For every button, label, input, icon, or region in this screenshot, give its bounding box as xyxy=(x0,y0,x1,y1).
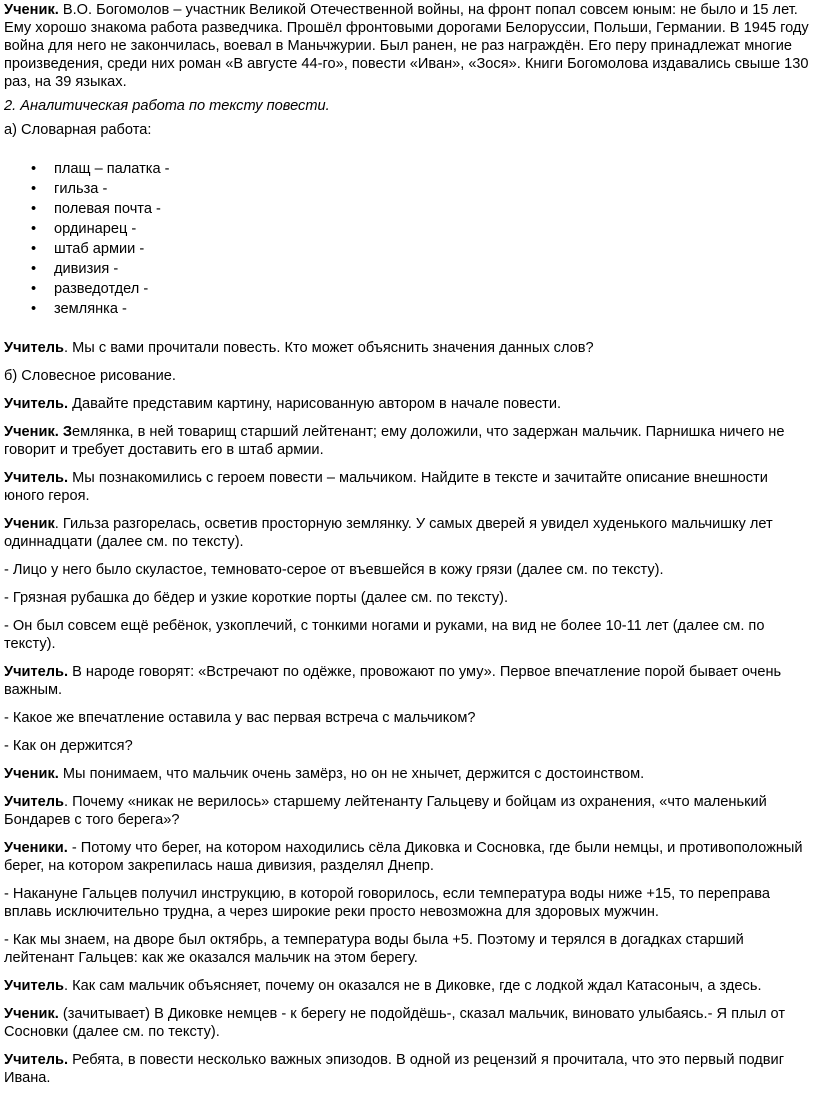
paragraph-text: б) Словесное рисование. xyxy=(4,368,176,384)
vocab-list xyxy=(4,159,812,319)
dialogue-paragraph xyxy=(4,423,812,459)
paragraph-text: - Накануне Гальцев получил инструкцию, в которой говорилось, если температура воды ниже +15, то переправа вплавь исключительно трудна, а через широкие реки просто невозможна для здоровых мужчин. xyxy=(4,886,771,920)
paragraph-text: - Он был совсем ещё ребёнок, узкоплечий, с тонкими ногами и руками, на вид не более 10-11 лет (далее см. по тексту). xyxy=(4,618,765,652)
paragraph-text: Мы познакомились с героем повести – мальчиком. Найдите в тексте и зачитайте описание внешности юного героя. xyxy=(4,470,768,504)
section-heading: 2. Аналитическая работа по тексту повести. xyxy=(4,98,330,114)
dialogue-paragraph xyxy=(4,515,812,551)
vocab-item xyxy=(4,219,812,239)
intro-paragraph xyxy=(4,1,812,91)
vocab-item-text: землянка - xyxy=(54,301,127,317)
paragraph-text: - Как мы знаем, на дворе был октябрь, а температура воды была +5. Поэтому и терялся в догадках старший лейтенант Гальцев: как же оказался мальчик на этом берегу. xyxy=(4,932,744,966)
dialogue xyxy=(4,339,812,1087)
paragraph-text: В.О. Богомолов – участник Великой Отечественной войны, на фронт попал совсем юным: не было и 15 лет. Ему хорошо знакома работа разведчика. Прошёл фронтовыми дорогами Белоруссии, Польши, Германии. В 1945 году война для него не закончилась, воевал в Маньчжурии. Был ранен, не раз награждён. Его перу принадлежат многие произведения, среди них роман «В августе 44-го», повести «Иван», «Зося». Книги Богомолова издавались свыше 130 раз, на 39 языках. xyxy=(4,2,809,90)
paragraph-text: . Гильза разгорелась, осветив просторную землянку. У самых дверей я увидел худенького мальчишку лет одиннадцати (далее см. по тексту). xyxy=(4,516,773,550)
bullet-icon: • xyxy=(31,161,37,177)
paragraph-text: емлянка, в ней товарищ старший лейтенант; ему доложили, что задержан мальчик. Парнишка ничего не говорит и требует доставить его в штаб армии. xyxy=(4,424,785,458)
speaker-label: Учитель. xyxy=(4,470,69,486)
paragraph-text: - Грязная рубашка до бёдер и узкие короткие порты (далее см. по тексту). xyxy=(4,590,509,606)
paragraph-text: . Как сам мальчик объясняет, почему он оказался не в Диковке, где с лодкой ждал Катасоныч, а здесь. xyxy=(64,978,762,994)
speaker-label: Ученик. З xyxy=(4,424,73,440)
paragraph-text: Мы понимаем, что мальчик очень замёрз, но он не хнычет, держится с достоинством. xyxy=(58,766,645,782)
paragraph-text: В народе говорят: «Встречают по одёжке, провожают по уму». Первое впечатление порой бывает очень важным. xyxy=(4,664,782,698)
bullet-icon: • xyxy=(31,201,37,217)
bullet-icon: • xyxy=(31,281,37,297)
paragraph-text: . Почему «никак не верилось» старшему лейтенанту Гальцеву и бойцам из охранения, «что маленький Бондарев с того берега»? xyxy=(4,794,767,828)
speaker-label: Учитель xyxy=(4,978,65,994)
speaker-label: Учитель xyxy=(4,794,65,810)
dialogue-paragraph xyxy=(4,469,812,505)
vocab-item-text: гильза - xyxy=(54,181,108,197)
dialogue-paragraph xyxy=(4,395,812,413)
speaker-label: Учитель. xyxy=(4,664,69,680)
dialogue-paragraph xyxy=(4,931,812,967)
vocab-item-text: разведотдел - xyxy=(54,281,149,297)
vocab-item-text: ординарец - xyxy=(54,221,137,237)
speaker-label: Ученик xyxy=(4,516,55,532)
paragraph-text: - Какое же впечатление оставила у вас первая встреча с мальчиком? xyxy=(4,710,476,726)
speaker-label: Ученик. xyxy=(4,2,59,18)
dialogue-paragraph xyxy=(4,839,812,875)
paragraph-text: - Лицо у него было скуластое, темновато-серое от въевшейся в кожу грязи (далее см. по тексту). xyxy=(4,562,664,578)
dialogue-paragraph xyxy=(4,339,812,357)
dialogue-paragraph xyxy=(4,589,812,607)
vocab-item xyxy=(4,179,812,199)
dialogue-paragraph xyxy=(4,1005,812,1041)
paragraph-text: . Мы с вами прочитали повесть. Кто может объяснить значения данных слов? xyxy=(64,340,594,356)
dialogue-paragraph xyxy=(4,709,812,727)
dialogue-paragraph xyxy=(4,1051,812,1087)
bullet-icon: • xyxy=(31,261,37,277)
dialogue-paragraph xyxy=(4,663,812,699)
vocab-item-text: дивизия - xyxy=(54,261,119,277)
dialogue-paragraph xyxy=(4,561,812,579)
speaker-label: Ученик. xyxy=(4,1006,59,1022)
dialogue-paragraph xyxy=(4,793,812,829)
paragraph-text: Ребята, в повести несколько важных эпизодов. В одной из рецензий я прочитала, что это первый подвиг Ивана. xyxy=(4,1052,785,1086)
vocab-item xyxy=(4,259,812,279)
paragraph-text: - Потому что берег, на котором находились сёла Диковка и Сосновка, где были немцы, и противоположный берег, на котором закрепилась наша дивизия, разделял Днепр. xyxy=(4,840,803,874)
paragraph-text: Давайте представим картину, нарисованную автором в начале повести. xyxy=(68,396,562,412)
speaker-label: Учитель xyxy=(4,340,65,356)
vocab-item xyxy=(4,299,812,319)
vocab-item xyxy=(4,239,812,259)
vocab-item xyxy=(4,159,812,179)
vocab-heading: а) Словарная работа: xyxy=(4,122,152,138)
vocab-item-text: полевая почта - xyxy=(54,201,161,217)
bullet-icon: • xyxy=(31,241,37,257)
dialogue-paragraph xyxy=(4,737,812,755)
bullet-icon: • xyxy=(31,301,37,317)
dialogue-paragraph xyxy=(4,885,812,921)
dialogue-paragraph xyxy=(4,977,812,995)
speaker-label: Ученик. xyxy=(4,766,59,782)
dialogue-paragraph xyxy=(4,617,812,653)
vocab-item-text: штаб армии - xyxy=(54,241,145,257)
dialogue-paragraph xyxy=(4,765,812,783)
speaker-label: Учитель. xyxy=(4,396,69,412)
bullet-icon: • xyxy=(31,181,37,197)
paragraph-text: - Как он держится? xyxy=(4,738,133,754)
vocab-item-text: плащ – палатка - xyxy=(54,161,170,177)
bullet-icon: • xyxy=(31,221,37,237)
vocab-item xyxy=(4,279,812,299)
speaker-label: Ученики. xyxy=(4,840,68,856)
dialogue-paragraph xyxy=(4,367,812,385)
paragraph-text: (зачитывает) В Диковке немцев - к берегу не подойдёшь-, сказал мальчик, виновато улыбаясь.- Я плыл от Сосновки (далее см. по тексту). xyxy=(4,1006,786,1040)
vocab-item xyxy=(4,199,812,219)
speaker-label: Учитель. xyxy=(4,1052,69,1068)
